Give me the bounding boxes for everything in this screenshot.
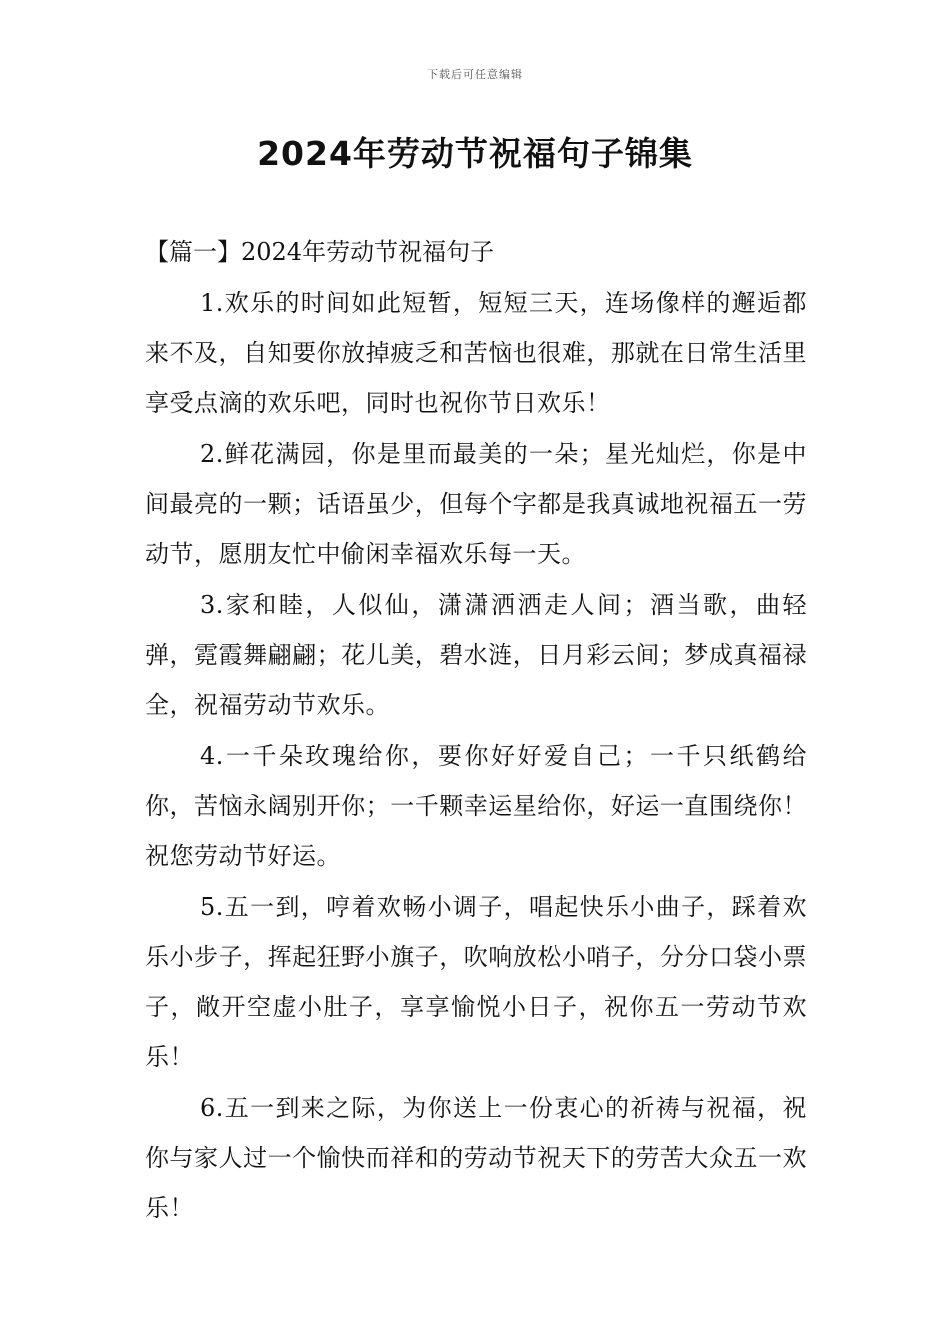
document-title: 2024年劳动节祝福句子锦集 (257, 134, 693, 173)
entry-5: 5.五一到，哼着欢畅小调子，唱起快乐小曲子，踩着欢乐小步子，挥起狂野小旗子，吹响放松小哨子，分分口袋小票子，敞开空虚小肚子，享享愉悦小日子，祝你五一劳动节欢乐！ (145, 893, 807, 1071)
entry-2: 2.鲜花满园，你是里而最美的一朵；星光灿烂，你是中间最亮的一颗；话语虽少，但每个字都是我真诚地祝福五一劳动节，愿朋友忙中偷闲幸福欢乐每一天。 (145, 440, 807, 568)
entry-6: 6.五一到来之际，为你送上一份衷心的祈祷与祝福，祝你与家人过一个愉快而祥和的劳动节祝天下的劳苦大众五一欢乐！ (145, 1094, 807, 1222)
page-header-note: 下载后可任意编辑 (427, 68, 523, 81)
document-body (145, 228, 807, 1234)
entry-3: 3.家和睦，人似仙，潇潇洒洒走人间；酒当歌，曲轻弹，霓霞舞翩翩；花儿美，碧水涟，日月彩云间；梦成真福禄全，祝福劳动节欢乐。 (145, 591, 807, 719)
section-heading: 【篇一】2024年劳动节祝福句子 (145, 238, 495, 266)
entry-1: 1.欢乐的时间如此短暂，短短三天，连场像样的邂逅都来不及，自知要你放掉疲乏和苦恼也很难，那就在日常生活里享受点滴的欢乐吧，同时也祝你节日欢乐！ (145, 289, 807, 417)
entry-4: 4.一千朵玫瑰给你，要你好好爱自己；一千只纸鹤给你，苦恼永阔别开你；一千颗幸运星给你，好运一直围绕你！祝您劳动节好运。 (145, 742, 807, 870)
